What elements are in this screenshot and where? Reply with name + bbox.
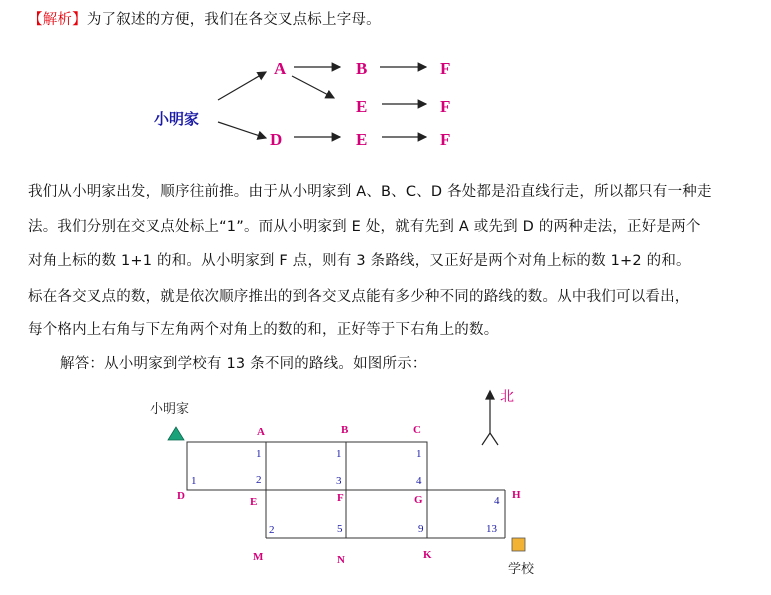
tree-A: A <box>274 59 287 78</box>
grid-lines <box>187 442 505 538</box>
arrow-start-D <box>218 122 266 138</box>
label-A: A <box>257 426 265 438</box>
header-line <box>28 8 381 29</box>
label-M: M <box>253 551 264 563</box>
tree-E2: E <box>356 130 368 149</box>
count-school: 13 <box>486 523 497 535</box>
label-F: F <box>337 492 344 504</box>
label-K: K <box>423 549 432 561</box>
school-label: 学校 <box>508 562 535 577</box>
paragraph-line-5: 每个格内上右角与下左角两个对角上的数的和，正好等于下右角上的数。 <box>28 322 499 338</box>
answer-line: 解答：从小明家到学校有 13 条不同的路线。如图所示： <box>60 356 427 372</box>
arrow-A-E <box>292 76 334 98</box>
tree-F3: F <box>440 130 451 149</box>
arrow-start-A <box>218 72 266 100</box>
grid-top-block <box>187 442 427 490</box>
bracket-open: 【 <box>28 12 43 28</box>
count-C: 1 <box>416 448 422 460</box>
label-C: C <box>413 424 421 436</box>
count-H: 4 <box>494 495 500 507</box>
tree-B: B <box>356 59 368 78</box>
count-G: 4 <box>416 475 422 487</box>
home-marker-icon <box>168 427 184 440</box>
label-G: G <box>414 494 423 506</box>
label-E: E <box>250 496 258 508</box>
tree-F2: F <box>440 97 451 116</box>
count-E: 2 <box>256 474 262 486</box>
school-marker-icon <box>512 538 525 551</box>
route-map <box>0 375 771 595</box>
count-B: 1 <box>336 448 342 460</box>
label-B: B <box>341 424 349 436</box>
label-N: N <box>337 554 345 566</box>
tree-E1: E <box>356 97 368 116</box>
paragraph-line-2: 法。我们分别在交叉点处标上“1”。而从小明家到 E 处，就有先到 A 或先到 D 的两种走法，正好是两个 <box>28 219 701 235</box>
analysis-keyword: 解析 <box>42 12 73 28</box>
home-label: 小明家 <box>150 402 190 417</box>
north-label: 北 <box>500 389 514 405</box>
paragraph-line-3: 对角上标的数 1+1 的和。从小明家到 F 点，则有 3 条路线，又正好是两个对角上标的数 1+2 的和。 <box>28 253 691 269</box>
paragraph-line-4: 标在各交叉点的数，就是依次顺序推出的到各交叉点能有多少种不同的路线的数。从中我们可以看出， <box>28 289 690 305</box>
count-F: 3 <box>336 475 342 487</box>
count-A: 1 <box>256 448 262 460</box>
label-H: H <box>512 489 521 501</box>
bracket-close: 】 <box>72 12 87 28</box>
count-D: 1 <box>191 475 197 487</box>
count-M: 2 <box>269 524 275 536</box>
count-K: 9 <box>418 523 424 535</box>
tree-D: D <box>270 130 283 149</box>
count-N: 5 <box>337 523 343 535</box>
header-text: 为了叙述的方便，我们在各交叉点标上字母。 <box>86 12 381 28</box>
north-arrow-icon <box>482 391 498 445</box>
paragraph-line-1: 我们从小明家出发，顺序往前推。由于从小明家到 A、B、C、D 各处都是沿直线行走，所以都只有一种走 <box>28 184 712 200</box>
label-D: D <box>177 490 185 502</box>
tree-start-label: 小明家 <box>154 110 200 128</box>
tree-F1: F <box>440 59 451 78</box>
